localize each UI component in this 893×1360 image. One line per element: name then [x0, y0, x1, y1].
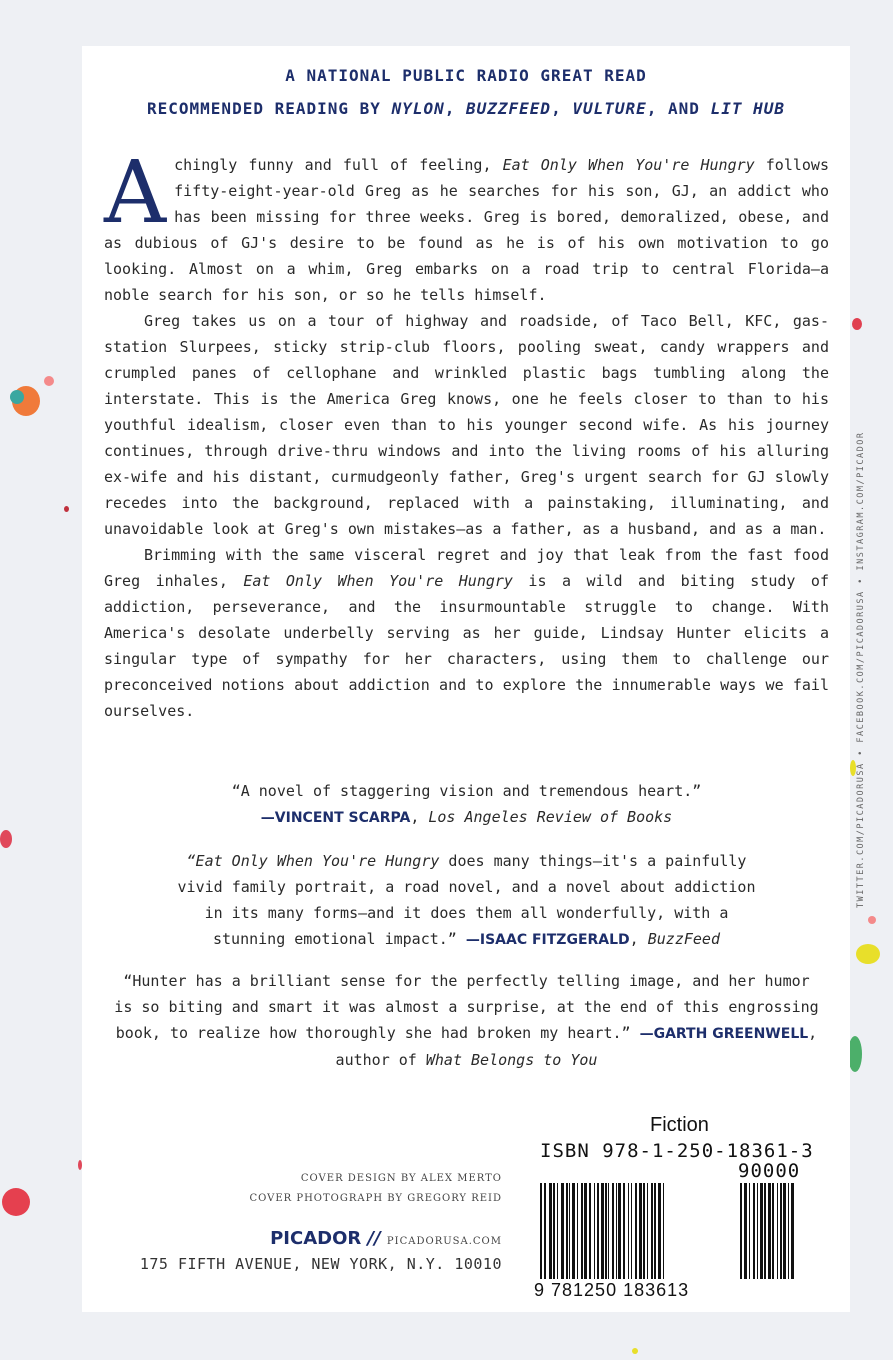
blurb-author: —GARTH GREENWELL: [639, 1026, 809, 1042]
drop-cap: A: [104, 143, 167, 243]
blurb-quote: “Eat Only When You're Hungry does many things—it's a painfully vivid family portrait, a road novel, and a novel about addiction in its many forms—and it does them all wonderfully, with a stunning emotional impact.” —ISAAC FITZGERALD, BuzzFeed: [177, 852, 756, 948]
back-cover-panel: [82, 46, 850, 1312]
publication-name: LIT HUB: [710, 99, 785, 118]
book-title: “Eat Only When You're Hungry: [186, 852, 440, 870]
book-title: Eat Only When You're Hungry: [243, 572, 513, 590]
publisher-url: PICADORUSA.COM: [386, 1236, 502, 1247]
barcode-bar: [791, 1183, 794, 1279]
synopsis-paragraph: Achingly funny and full of feeling, Eat Only When You're Hungry follows fifty-eight-year-old Greg as he searches for his son, GJ, an addict who has been missing for three weeks. Greg is bored, demoralized, obese, and as dubious of GJ's desire to be found as he is of his own motivation to go looking. Almost on a whim, Greg embarks on a road trip to central Florida—a noble search for his son, or so he tells himself.: [104, 143, 829, 304]
blurb-author: —VINCENT SCARPA: [260, 810, 411, 826]
barcode-main: [540, 1183, 666, 1279]
blurb-author: —ISAAC FITZGERALD: [465, 932, 630, 948]
synopsis: [104, 143, 829, 724]
publication-name: VULTURE: [572, 99, 647, 118]
barcode-bar: [664, 1183, 666, 1279]
publisher-line: PICADOR // PICADORUSA.COM: [270, 1228, 502, 1249]
confetti-dot: [2, 1188, 30, 1216]
publisher-logo: PICADOR: [270, 1228, 362, 1249]
barcode-block: [534, 1110, 834, 1306]
blurb-source: BuzzFeed: [647, 930, 720, 948]
confetti-dot: [0, 830, 12, 848]
isbn-text: ISBN 978-1-250-18361-3: [540, 1140, 814, 1162]
confetti-dot: [64, 506, 69, 512]
publication-name: NYLON: [391, 99, 445, 118]
headline-recommended: RECOMMENDED READING BY NYLON, BUZZFEED, VULTURE, AND LIT HUB: [147, 99, 785, 118]
price-code: 90000: [738, 1160, 801, 1182]
confetti-dot: [10, 390, 24, 404]
confetti-dot: [632, 1348, 638, 1354]
barcode-addon: [740, 1183, 794, 1279]
cover-design-credit: COVER DESIGN BY ALEX MERTO: [300, 1173, 502, 1184]
confetti-dot: [868, 916, 876, 924]
headline-npr: A NATIONAL PUBLIC RADIO GREAT READ: [285, 66, 647, 85]
social-links: TWITTER.COM/PICADORUSA • FACEBOOK.COM/PICADORUSA • INSTAGRAM.COM/PICADOR: [856, 431, 866, 908]
blurb-quote: “Hunter has a brilliant sense for the perfectly telling image, and her humor is so biting and smart it was almost a surprise, at the end of this engrossing book, to realize how thoroughly she had broken my heart.” —GARTH GREENWELL, author of What Belongs to You: [114, 972, 819, 1069]
book-title: Eat Only When You're Hungry: [502, 156, 755, 174]
confetti-dot: [44, 376, 54, 386]
synopsis-paragraph: Greg takes us on a tour of highway and roadside, of Taco Bell, KFC, gas-station Slurpees, sticky strip-club floors, pooling sweat, candy wrappers and crumpled panes of cellophane and wrinkled plastic bags tumbling along the interstate. This is the America Greg knows, one he feels closer to than to his youthful idealism, closer even than to his younger second wife. As his journey continues, through drive-thru windows and into the living rooms of his alluring ex-wife and his distant, curmudgeonly father, Greg's urgent search for GJ slowly recedes into the background, replaced with a painstaking, illuminating, and unavoidable look at Greg's own mistakes—as a father, as a husband, and as a man.: [104, 312, 829, 538]
publisher-address: 175 FIFTH AVENUE, NEW YORK, N.Y. 10010: [139, 1255, 502, 1273]
confetti-dot: [848, 1036, 862, 1072]
blurb-quote: “A novel of staggering vision and tremendous heart.” —VINCENT SCARPA, Los Angeles Review of Books: [231, 782, 702, 826]
blurb-source: What Belongs to You: [425, 1051, 598, 1069]
confetti-dot: [856, 944, 880, 964]
barcode-digits: 9 781250 183613: [534, 1280, 690, 1300]
genre-label: Fiction: [650, 1114, 709, 1136]
synopsis-paragraph: Brimming with the same visceral regret and joy that leak from the fast food Greg inhales, Eat Only When You're Hungry is a wild and biting study of addiction, perseverance, and the insurmountable struggle to change. With America's desolate underbelly serving as her guide, Lindsay Hunter elicits a singular type of sympathy for her characters, using them to challenge our preconceived notions about addiction and to explore the innumerable ways we fail ourselves.: [104, 546, 829, 720]
publication-name: BUZZFEED: [466, 99, 552, 118]
cover-photo-credit: COVER PHOTOGRAPH BY GREGORY REID: [249, 1193, 502, 1204]
confetti-dot: [852, 318, 862, 330]
blurb-source: Los Angeles Review of Books: [428, 808, 673, 826]
